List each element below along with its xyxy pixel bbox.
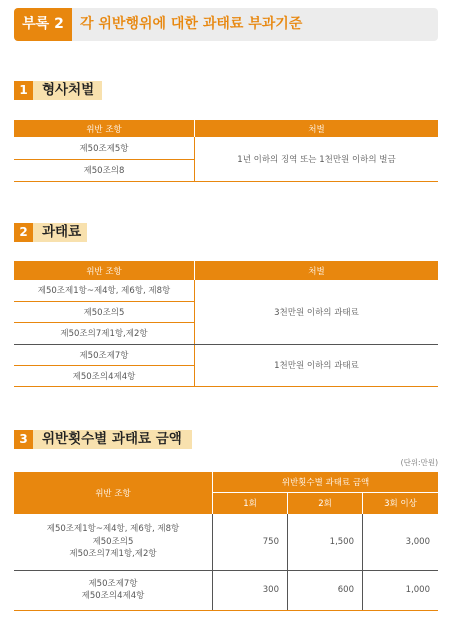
clause-text: 제50조제7항 bbox=[88, 578, 138, 589]
section-2-title: 과태료 bbox=[42, 224, 82, 240]
column-header-penalty: 처벌 bbox=[195, 261, 439, 280]
section-2-number: 2 bbox=[14, 223, 33, 242]
clause-text: 제50조의7제1항,제2항 bbox=[69, 548, 157, 559]
unit-label: (단위:만원) bbox=[400, 458, 438, 467]
column-header-clause: 위반 조항 bbox=[14, 261, 195, 280]
column-header-count-2: 2회 bbox=[288, 492, 363, 514]
section-3-number: 3 bbox=[14, 430, 33, 449]
column-header-count-3: 3회 이상 bbox=[363, 492, 439, 514]
table-cell: 제50조의7제1항,제2항 bbox=[14, 322, 195, 344]
table-cell: 제50조의4제4항 bbox=[14, 365, 195, 386]
table-cell-penalty: 1년 이하의 징역 또는 1천만원 이하의 벌금 bbox=[195, 137, 439, 181]
fine-value: 750 bbox=[213, 514, 288, 570]
table-row bbox=[14, 570, 438, 610]
section-3-title: 위반횟수별 과태료 금액 bbox=[42, 431, 182, 447]
fine-by-count-table bbox=[14, 472, 438, 611]
fine-value: 1,000 bbox=[363, 570, 439, 610]
section-1-number: 1 bbox=[14, 81, 33, 100]
criminal-penalty-table bbox=[14, 120, 438, 182]
fine-value: 1,500 bbox=[288, 514, 363, 570]
table-cell-clauses bbox=[14, 514, 213, 570]
table-cell: 제50조제7항 bbox=[14, 344, 195, 365]
table-cell: 제50조제1항~제4항, 제6항, 제8항 bbox=[14, 280, 195, 301]
column-header-penalty: 처벌 bbox=[195, 120, 439, 137]
clause-text: 제50조제1항~제4항, 제6항, 제8항 bbox=[46, 524, 180, 535]
table-cell-clauses bbox=[14, 570, 213, 610]
fine-table bbox=[14, 261, 438, 387]
column-header-clause: 위반 조항 bbox=[14, 120, 195, 137]
column-header-count-1: 1회 bbox=[213, 492, 288, 514]
fine-value: 300 bbox=[213, 570, 288, 610]
section-1-title: 형사처벌 bbox=[42, 82, 95, 98]
clause-text: 제50조의4제4항 bbox=[81, 591, 145, 601]
table-cell: 제50조제5항 bbox=[14, 137, 195, 159]
fine-value: 3,000 bbox=[363, 514, 439, 570]
table-cell: 제50조의8 bbox=[14, 159, 195, 181]
column-header-group: 위반횟수별 과태료 금액 bbox=[213, 472, 439, 492]
appendix-badge: 부록 2 bbox=[14, 8, 72, 41]
fine-value: 600 bbox=[288, 570, 363, 610]
table-cell-penalty: 3천만원 이하의 과태료 bbox=[195, 280, 439, 344]
table-cell-penalty: 1천만원 이하의 과태료 bbox=[195, 344, 439, 386]
table-cell: 제50조의5 bbox=[14, 301, 195, 322]
table-row bbox=[14, 514, 438, 570]
appendix-title: 각 위반행위에 대한 과태료 부과기준 bbox=[80, 16, 303, 32]
column-header-clause: 위반 조항 bbox=[14, 472, 213, 514]
clause-text: 제50조의5 bbox=[92, 536, 134, 547]
